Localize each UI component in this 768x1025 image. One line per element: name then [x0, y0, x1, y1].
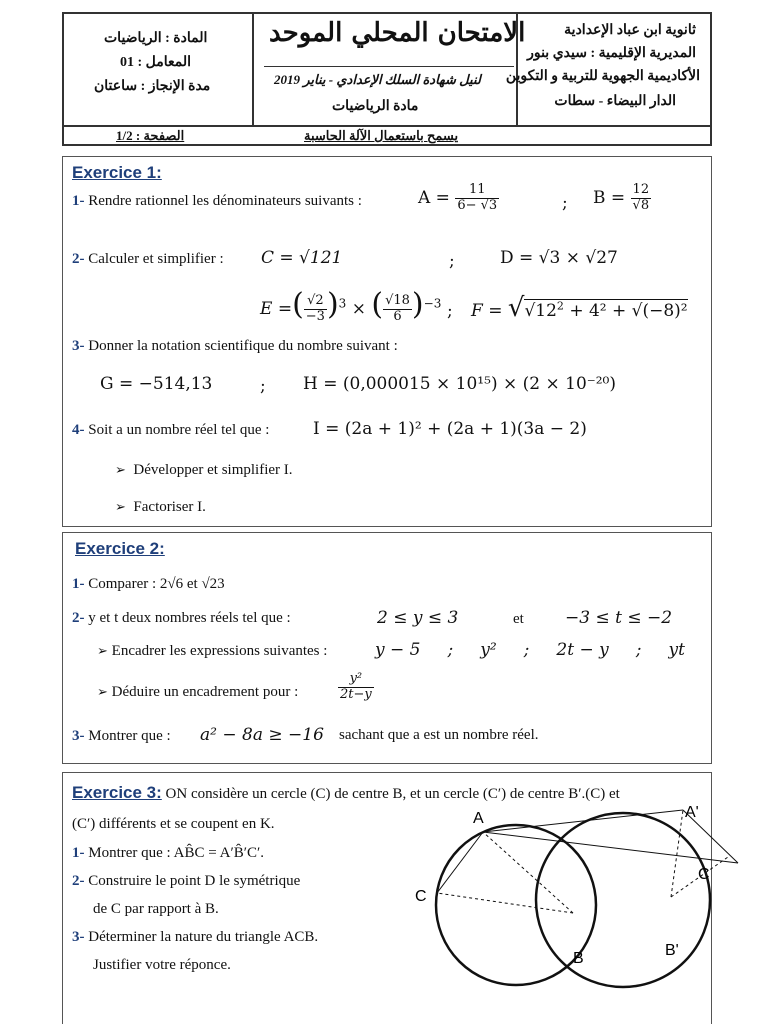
header-divider	[252, 14, 254, 125]
ex3-q1: 1- Montrer que : AB̂C = A′B̂′C′.	[72, 845, 265, 861]
ineq-t: −3 ≤ t ≤ −2	[565, 608, 673, 628]
ex1-q3: 3- Donner la notation scientifique du nombre suivant :	[72, 338, 398, 354]
expr-c: C = √121	[261, 248, 343, 268]
label-b: B	[573, 950, 584, 967]
arrow-bullet-icon: ➢	[115, 499, 126, 514]
label-a: A	[473, 810, 484, 827]
expr-d: D = √3 × √27	[500, 248, 618, 268]
expr-i: I = (2a + 1)² + (2a + 1)(3a − 2)	[313, 419, 587, 439]
expr-a: A = $\frac{11}{6- √3}$	[418, 182, 498, 213]
separator: ;	[260, 376, 266, 396]
label-c: C	[415, 888, 427, 905]
et-label: et	[513, 611, 524, 627]
ex3-q2-line2: de C par rapport à B.	[93, 901, 219, 917]
separator: ;	[449, 251, 455, 271]
subject-label: المادة : الرياضيات	[104, 31, 208, 46]
fraction-expr: $\frac{\text{y²}}{2t-y}$	[340, 671, 372, 702]
ex3-q3-line2: Justifier votre réponce.	[93, 957, 231, 973]
exercise-3-title: Exercice 3:	[72, 783, 162, 802]
expr-inequality: a² − 8a ≥ −16	[200, 725, 324, 745]
circle-c	[436, 825, 596, 985]
line-a-c	[437, 832, 483, 893]
ex1-q4-bullet-1: ➢ Développer et simplifier I.	[115, 462, 293, 478]
ex1-q2: 2- Calculer et simplifier :	[72, 251, 224, 267]
expr-e: E =( $\frac{√2}{-3}$ )$^3$ × ( $\frac{√18}{6}$ )$^{-3}$	[260, 287, 442, 324]
region: الدار البيضاء - سطات	[554, 94, 676, 109]
label-b-prime: B'	[665, 942, 679, 959]
expressions-list: y − 5 ; y² ; 2t − y ; yt	[375, 640, 685, 660]
academy: الأكاديمية الجهوية للتربية و التكوين	[505, 69, 700, 84]
exercise-1	[62, 156, 712, 527]
label-c-prime: C	[698, 866, 710, 883]
ex3-q2: 2- Construire le point D le symétrique	[72, 873, 301, 889]
exercise-1-title: Exercice 1:	[72, 163, 162, 182]
exam-session: لنيل شهادة السلك الإعدادي - يناير 2019	[274, 72, 481, 87]
coefficient-label: المعامل : 01	[120, 55, 192, 70]
ineq-y: 2 ≤ y ≤ 3	[377, 608, 459, 628]
ex2-q2: 2- y et t deux nombres réels tel que :	[72, 610, 291, 626]
ex1-q1: 1- Rendre rationnel les dénominateurs suivants :	[72, 193, 362, 209]
exercise-2-title: Exercice 2:	[75, 539, 165, 558]
duration-label: مدة الإنجاز : ساعتان	[94, 79, 211, 94]
page-number: الصفحة : 1/2	[116, 128, 185, 143]
exam-logo-text: الامتحان المحلي الموحد	[269, 18, 526, 48]
directorate: المديرية الإقليمية : سيدي بنور	[527, 46, 696, 61]
expr-f: $F = √√12^2 + 4^2 + √(-8)^2$	[471, 293, 688, 323]
expr-b: B = $\frac{12}{√8}$	[593, 182, 650, 213]
arrow-bullet-icon: ➢	[115, 462, 126, 477]
ex2-q2-bullet-1: ➢ Encadrer les expressions suivantes :	[97, 643, 328, 659]
label-a-prime: A'	[685, 804, 699, 821]
ex2-q3: 3- Montrer que :	[72, 728, 171, 744]
exercise-2	[62, 532, 712, 764]
ex2-q3-rest: sachant que a est un nombre réel.	[339, 727, 539, 743]
arrow-bullet-icon: ➢	[97, 684, 108, 699]
ex3-intro-2: (C′) différents et se coupent en K.	[72, 816, 275, 832]
expr-g: G = −514,13	[100, 374, 213, 394]
ex1-q4: 4- Soit a un nombre réel tel que :	[72, 422, 270, 438]
expr-h: H = (0,000015 × 10¹⁵) × (2 × 10⁻²⁰)	[303, 374, 616, 394]
logo-underline	[264, 66, 514, 67]
line-ac	[483, 832, 738, 863]
ex1-q4-bullet-2: ➢ Factoriser I.	[115, 499, 206, 515]
exercise-3	[62, 772, 712, 1024]
arrow-bullet-icon: ➢	[97, 643, 108, 658]
calculator-note: يسمح باستعمال الآلة الحاسبة	[304, 128, 459, 143]
school-name: ثانوية ابن عباد الإعدادية	[564, 23, 696, 38]
separator: ;	[562, 193, 568, 213]
ex2-q1: 1- Comparer : 2√6 et √23	[72, 576, 225, 592]
line-aa	[483, 810, 683, 832]
separator: ;	[447, 301, 453, 321]
header-divider	[64, 125, 710, 127]
ex3-q3: 3- Déterminer la nature du triangle ACB.	[72, 929, 319, 945]
circles-figure	[413, 805, 708, 1025]
exam-subject: مادة الرياضيات	[332, 99, 419, 114]
ex2-q2-bullet-2: ➢ Déduire un encadrement pour :	[97, 684, 299, 700]
circle-c-prime	[536, 813, 710, 987]
ex3-intro: Exercice 3: ON considère un cercle (C) de centre B, et un cercle (C′) de centre B′.(C) et	[72, 783, 620, 802]
exam-header	[62, 12, 712, 146]
